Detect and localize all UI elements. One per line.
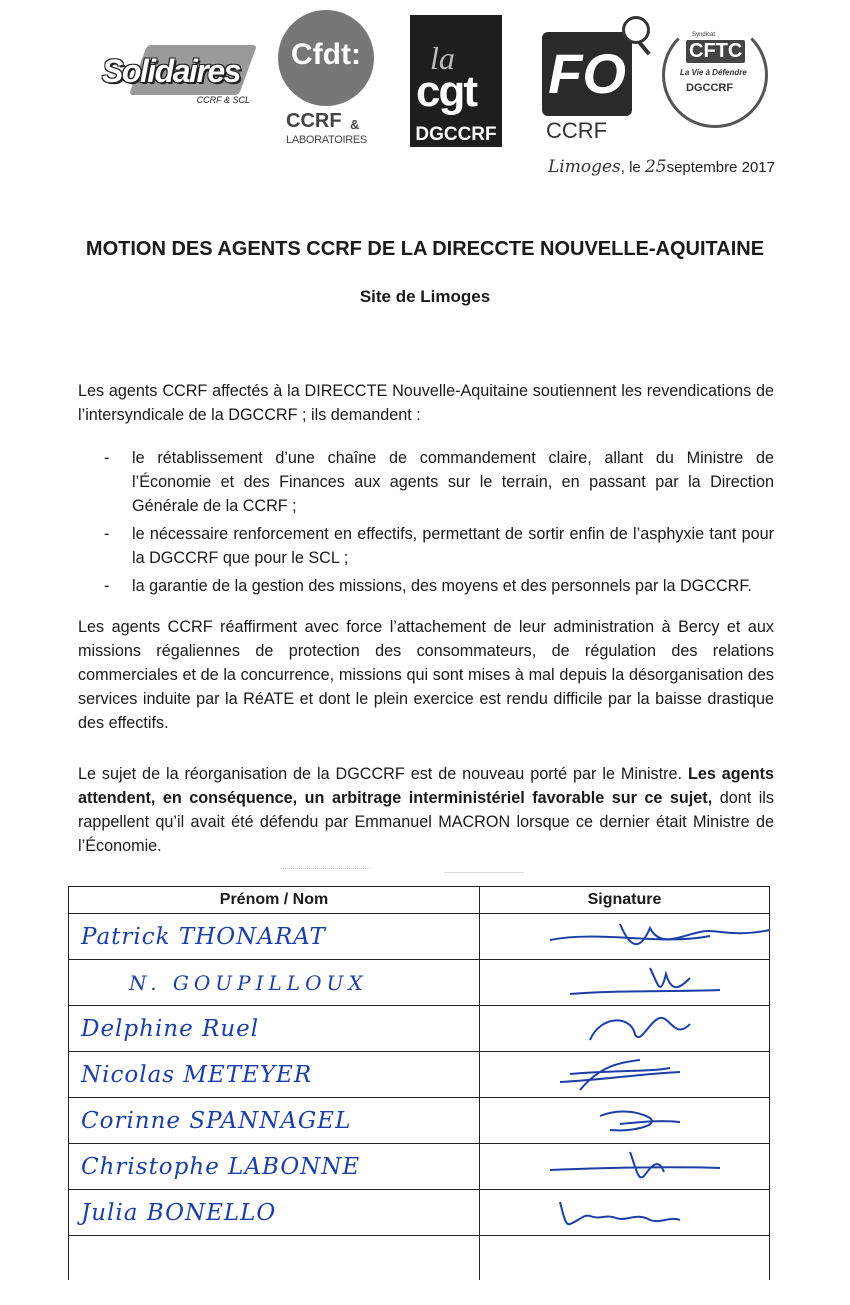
solidaires-sub: CCRF & SCL: [196, 95, 250, 105]
paragraph-1: Les agents CCRF affectés à la DIRECCTE Nouvelle-Aquitaine soutiennent les revendications de l’intersyndicale de la DGCCRF ; ils demandent :: [78, 382, 774, 424]
cfdt-line2: LABORATOIRES: [286, 134, 367, 146]
signer-name: [69, 1236, 480, 1281]
table-row: [69, 1236, 770, 1281]
cfdt-name: Cfdt:: [278, 10, 374, 106]
signer-name: Nicolas METEYER: [69, 1052, 480, 1098]
cgt-logo: [410, 15, 502, 145]
table-row: [69, 1052, 770, 1098]
table-row: [69, 1144, 770, 1190]
table-row: [69, 914, 770, 960]
cgt-name: cgt: [416, 67, 476, 116]
paragraph-3-bold: Les agents attendent, en conséquence, un arbitrage interministériel favorable sur ce sujet,: [78, 765, 774, 807]
date-rest: septembre 2017: [666, 159, 775, 176]
demands-list: [104, 446, 774, 602]
date-sep: , le: [620, 159, 641, 176]
cftc-name: CFTC: [686, 40, 745, 63]
signer-name: Delphine Ruel: [69, 1006, 480, 1052]
table-row: [69, 1098, 770, 1144]
table-row: [69, 960, 770, 1006]
column-header-name: Prénom / Nom: [69, 887, 480, 914]
signature-cell: [480, 1236, 770, 1281]
table-row: [69, 1006, 770, 1052]
signer-name: Corinne SPANNAGEL: [69, 1098, 480, 1144]
table-row: [69, 1190, 770, 1236]
document-subtitle: Site de Limoges: [359, 287, 491, 306]
signature-cell: [480, 1006, 770, 1052]
date-day: 25: [644, 157, 667, 177]
cfdt-ampersand: &: [350, 117, 360, 132]
date-line: [548, 157, 775, 177]
signature-cell: [480, 1052, 770, 1098]
column-header-signature: Signature: [480, 887, 770, 914]
signer-name: N. GOUPILLOUX: [69, 960, 480, 1006]
cftc-motto: La Vie à Défendre: [680, 68, 747, 77]
document-title: MOTION DES AGENTS CCRF DE LA DIRECCTE NOUVELLE-AQUITAINE: [85, 238, 765, 260]
cftc-logo: [662, 22, 772, 132]
union-logos: [0, 0, 850, 160]
solidaires-logo: [98, 45, 258, 115]
fo-logo: [542, 10, 652, 143]
fo-sub: CCRF: [546, 118, 608, 143]
list-item: - la garantie de la gestion des missions, des moyens et des personnels par la DGCCRF.: [104, 577, 752, 595]
signature-cell: [480, 1190, 770, 1236]
signature-table: [68, 886, 770, 1280]
signature-cell: [480, 1144, 770, 1190]
cgt-la: la: [430, 40, 455, 76]
paragraph-2: Les agents CCRF réaffirment avec force l’attachement de leur administration à Bercy et aux missions régaliennes de protection des consommateurs, de régulation des relations commerciales et de la concurrence, missions qui sont mises à mal depuis la désorganisation des services induite par la RéATE et dont le plein exercice est rendu difficile par la baisse drastique des effectifs.: [78, 618, 774, 732]
magnifier-icon: [622, 16, 650, 44]
cftc-sub: DGCCRF: [686, 82, 734, 94]
fo-name: FO: [542, 32, 632, 116]
cftc-small: Syndicat: [692, 32, 716, 38]
paragraph-3: Le sujet de la réorganisation de la DGCCRF est de nouveau porté par le Ministre. Les agents attendent, en conséquence, un arbitrage interministériel favorable sur ce sujet, dont ils rappellent qu’il avait été défendu par Emmanuel MACRON lorsque ce dernier était Ministre de l’Économie.: [78, 765, 774, 855]
signature-cell: [480, 914, 770, 960]
list-item: - le nécessaire renforcement en effectifs, permettant de sortir enfin de l’asphyxie tant pour la DGCCRF que pour le SCL ;: [104, 525, 774, 567]
signature-cell: [480, 1098, 770, 1144]
signer-name: Christophe LABONNE: [69, 1144, 480, 1190]
signer-name: Julia BONELLO: [69, 1190, 480, 1236]
signer-name: Patrick THONARAT: [69, 914, 480, 960]
solidaires-name: Solidaires: [102, 53, 240, 89]
date-place: Limoges: [548, 157, 621, 177]
cgt-sub: DGCCRF: [410, 123, 502, 147]
list-item: - le rétablissement d’une chaîne de commandement claire, allant du Ministre de l’Économie et des Finances aux agents sur le terrain, en passant par la Direction Générale de la CCRF ;: [104, 449, 774, 515]
signature-cell: [480, 960, 770, 1006]
cfdt-line1: CCRF: [286, 110, 342, 132]
cfdt-logo: [276, 10, 386, 150]
